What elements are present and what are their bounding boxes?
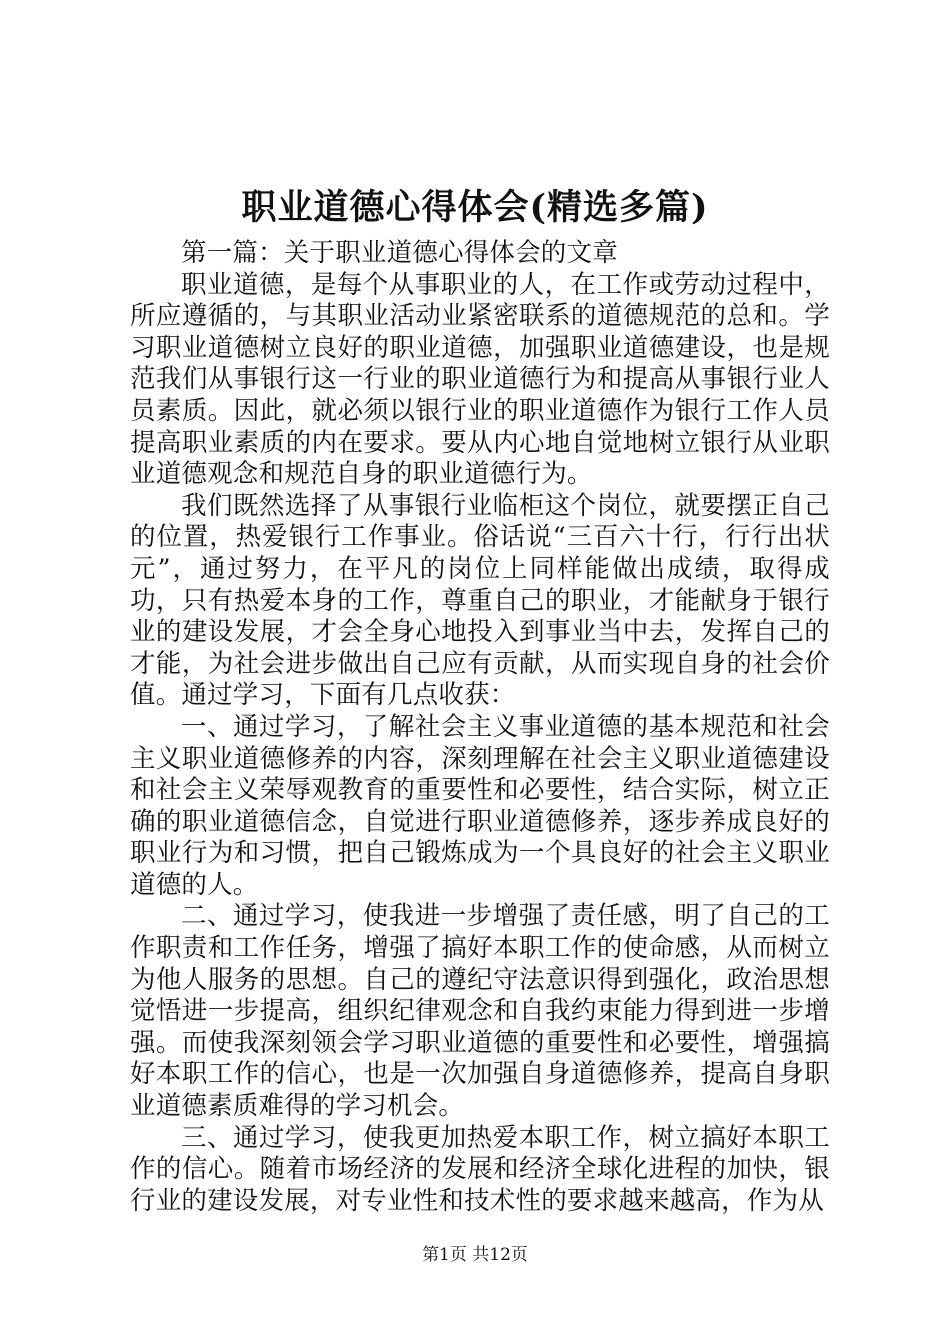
paragraph: 一、通过学习，了解社会主义事业道德的基本规范和社会主义职业道德修养的内容，深刻理解在社会主义职业道德建设和社会主义荣辱观教育的重要性和必要性，结合实际，树立正确的职业道德信念，自觉进行职业道德修养，逐步养成良好的职业行为和习惯，把自己锻炼成为一个具良好的社会主义职业道德的人。 [130,711,830,900]
document-title: 职业道德心得体会(精选多篇) [241,187,709,228]
paragraph: 二、通过学习，使我进一步增强了责任感，明了自己的工作职责和工作任务，增强了搞好本职工作的使命感，从而树立为他人服务的思想。自己的遵纪守法意识得到强化，政治思想觉悟进一步提高，组织纪律观念和自我约束能力得到进一步增强。而使我深刻领会学习职业道德的重要性和必要性，增强搞好本职工作的信心，也是一次加强自身道德修养，提高自身职业道德素质难得的学习机会。 [130,901,830,1122]
paragraph: 职业道德，是每个从事职业的人，在工作或劳动过程中，所应遵循的，与其职业活动业紧密联系的道德规范的总和。学习职业道德树立良好的职业道德，加强职业道德建设，也是规范我们从事银行这一行业的职业道德行为和提高从事银行业人员素质。因此，就必须以银行业的职业道德作为银行工作人员提高职业素质的内在要求。要从内心地自觉地树立银行从业职业道德观念和规范自身的职业道德行为。 [130,269,830,490]
document-body [130,238,830,1217]
paragraph: 我们既然选择了从事银行业临柜这个岗位，就要摆正自己的位置，热爱银行工作事业。俗话说“三百六十行，行行出状元”，通过努力，在平凡的岗位上同样能做出成绩，取得成功，只有热爱本身的工作，尊重自己的职业，才能献身于银行业的建设发展，才会全身心地投入到事业当中去，发挥自己的才能，为社会进步做出自己应有贡献，从而实现自身的社会价值。通过学习，下面有几点收获： [130,490,830,711]
paragraph-section-heading: 第一篇：关于职业道德心得体会的文章 [181,238,618,268]
paragraph: 三、通过学习，使我更加热爱本职工作，树立搞好本职工作的信心。随着市场经济的发展和经济全球化进程的加快，银行业的建设发展，对专业性和技术性的要求越来越高，作为从 [130,1122,830,1216]
page-footer: 第1页 共12页 [422,1245,528,1265]
